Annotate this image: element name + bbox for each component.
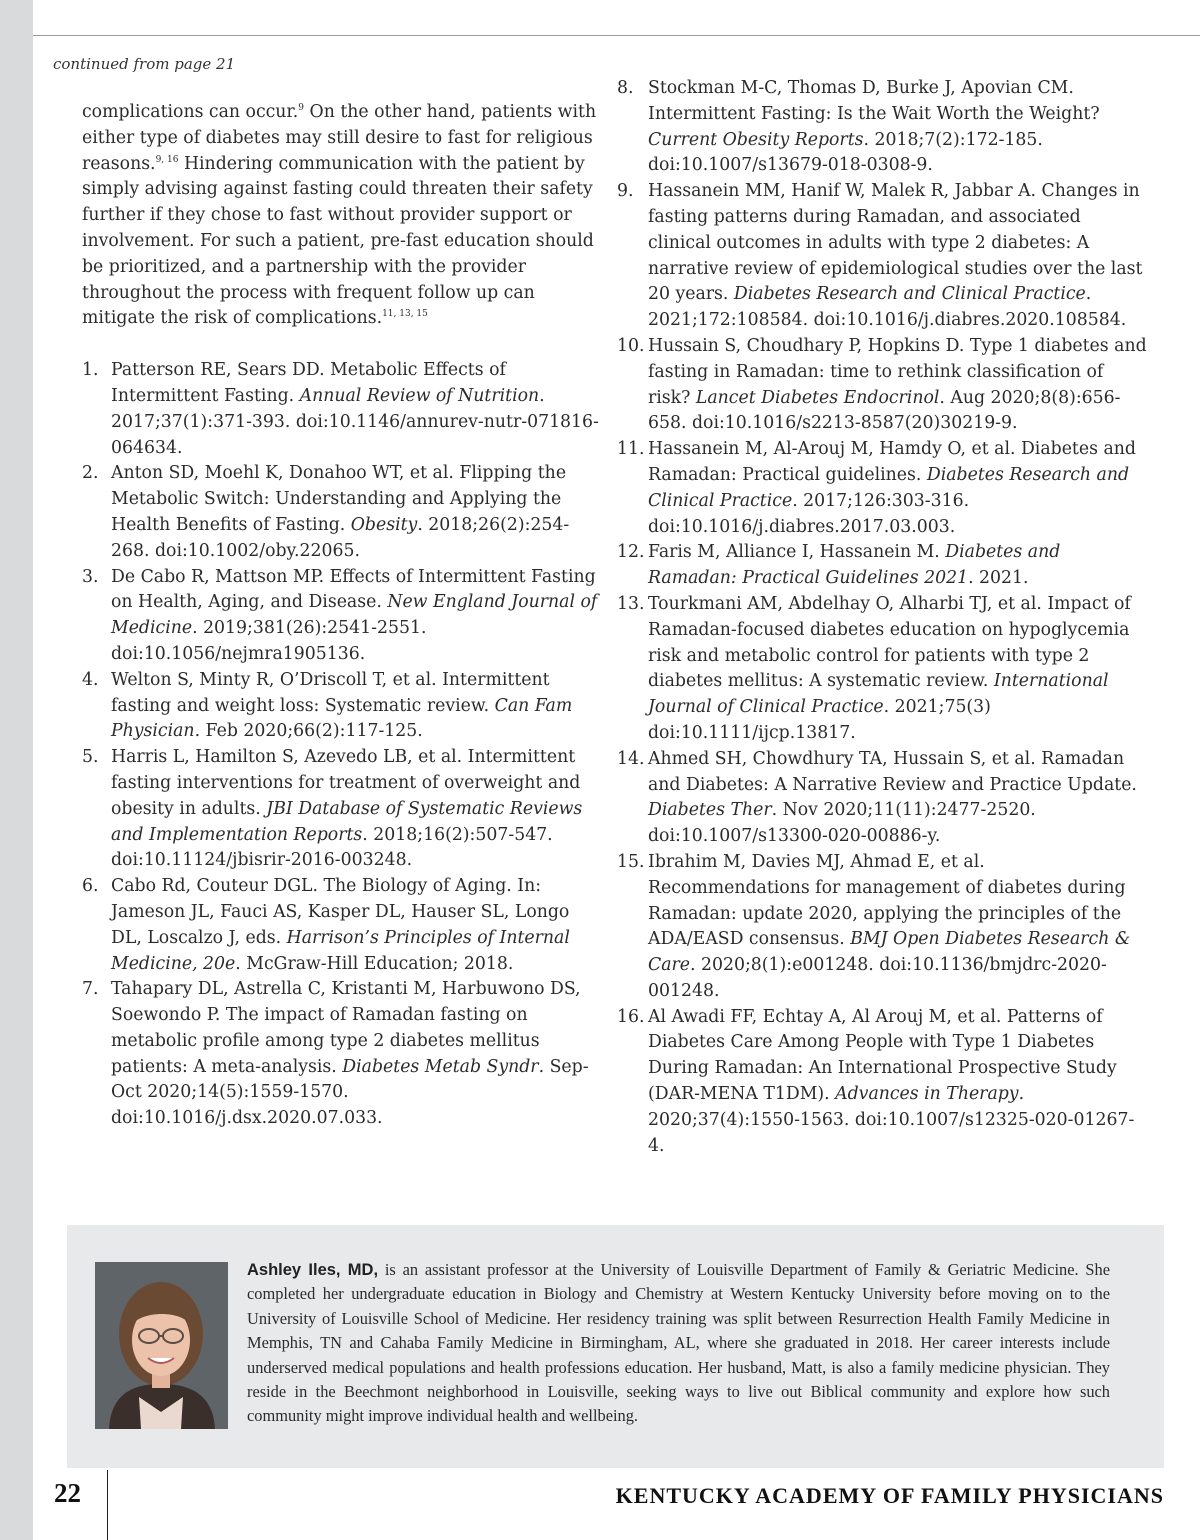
reference-item: 5. Harris L, Hamilton S, Azevedo LB, et al. Intermittent fasting interventions for treatment of overweight and obesity in adults. JBI Database of Systematic Reviews and Implementation Reports. 2018;16(2):507-547. doi:10.11124/jbisrir-2016-003248.	[82, 747, 583, 871]
reference-item: 3. De Cabo R, Mattson MP. Effects of Intermittent Fasting on Health, Aging, and Disease. New England Journal of Medicine. 2019;381(26):2541-2551. doi:10.1056/nejmra1905136.	[82, 566, 598, 664]
page-number: 22	[54, 1478, 81, 1508]
author-bio-text: Ashley Iles, MD, is an assistant professor at the University of Louisville Department of Family & Geriatric Medicine. She completed her undergraduate education in Biology and Chemistry at Western Kentucky University before moving on to the University of Louisville School of Medicine. Her residency training was split between Resurrection Health Family Medicine in Memphis, TN and Cahaba Family Medicine in Birmingham, AL, where she graduated in 2018. Her career interests include underserved medical populations and health professions education. Her husband, Matt, is also a family medicine physician. They reside in the Beechmont neighborhood in Louisville, seeking ways to live out Biblical community and explore how such community might improve individual health and wellbeing.	[247, 1260, 1110, 1426]
reference-list-right	[617, 76, 1147, 1159]
reference-item: 8. Stockman M-C, Thomas D, Burke J, Apovian CM. Intermittent Fasting: Is the Wait Worth the Weight? Current Obesity Reports. 2018;7(2):172-185. doi:10.1007/s13679-018-0308-9.	[617, 78, 1100, 176]
reference-item: 7. Tahapary DL, Astrella C, Kristanti M, Harbuwono DS, Soewondo P. The impact of Ramadan fasting on metabolic profile among type 2 diabetes mellitus patients: A meta-analysis. Diabetes Metab Syndr. Sep-Oct 2020;14(5):1559-1570. doi:10.1016/j.dsx.2020.07.033.	[82, 979, 589, 1129]
reference-item: 10. Hussain S, Choudhary P, Hopkins D. Type 1 diabetes and fasting in Ramadan: time to rethink classification of risk? Lancet Diabetes Endocrinol. Aug 2020;8(8):656-658. doi:10.1016/s2213-8587(20)30219-9.	[617, 335, 1147, 434]
author-bio-box	[67, 1225, 1164, 1468]
reference-item: 16. Al Awadi FF, Echtay A, Al Arouj M, et al. Patterns of Diabetes Care Among People with Type 1 Diabetes During Ramadan: An International Prospective Study (DAR-MENA T1DM). Advances in Therapy. 2020;37(4):1550-1563. doi:10.1007/s12325-020-01267-4.	[617, 1006, 1135, 1156]
reference-item: 2. Anton SD, Moehl K, Donahoo WT, et al. Flipping the Metabolic Switch: Understanding and Applying the Health Benefits of Fasting. Obesity. 2018;26(2):254-268. doi:10.1002/oby.22065.	[82, 463, 570, 561]
reference-item: 14. Ahmed SH, Chowdhury TA, Hussain S, et al. Ramadan and Diabetes: A Narrative Review and Practice Update. Diabetes Ther. Nov 2020;11(11):2477-2520. doi:10.1007/s13300-020-00886-y.	[617, 748, 1137, 847]
reference-item: 9. Hassanein MM, Hanif W, Malek R, Jabbar A. Changes in fasting patterns during Ramadan, and associated clinical outcomes in adults with type 2 diabetes: A narrative review of epidemiological studies over the last 20 years. Diabetes Research and Clinical Practice. 2021;172:108584. doi:10.1016/j.diabres.2020.108584.	[617, 181, 1143, 331]
reference-item: 4. Welton S, Minty R, O’Driscoll T, et al. Intermittent fasting and weight loss: Systematic review. Can Fam Physician. Feb 2020;66(2):117-125.	[82, 669, 573, 742]
left-column	[82, 100, 602, 1132]
reference-item: 15. Ibrahim M, Davies MJ, Ahmad E, et al. Recommendations for management of diabetes during Ramadan: update 2020, applying the principles of the ADA/EASD consensus. BMJ Open Diabetes Research & Care. 2020;8(1):e001248. doi:10.1136/bmjdrc-2020-001248.	[617, 851, 1131, 1001]
right-column	[617, 76, 1147, 1159]
body-paragraph: complications can occur.$^9$ On the other hand, patients with either type of diabetes may still desire to fast for religious reasons.$^{9, 16}$ Hindering communication with the patient by simply advising against fasting could threaten their safety further if they chose to fast without provider support or involvement. For such a patient, pre-fast education should be prioritized, and a partnership with the provider throughout the process with frequent follow up can mitigate the risk of complications.$^{11, 13, 15}$	[82, 102, 597, 329]
top-rule	[33, 35, 1200, 36]
publication-name: KENTUCKY ACADEMY OF FAMILY PHYSICIANS	[615, 1483, 1164, 1508]
left-margin-bar	[0, 0, 33, 1540]
footer-divider	[107, 1470, 108, 1540]
reference-item: 1. Patterson RE, Sears DD. Metabolic Effects of Intermittent Fasting. Annual Review of Nutrition. 2017;37(1):371-393. doi:10.1146/annurev-nutr-071816-064634.	[82, 360, 599, 458]
author-photo	[95, 1262, 228, 1429]
reference-item: 12. Faris M, Alliance I, Hassanein M. Diabetes and Ramadan: Practical Guidelines 2021. 2021.	[617, 542, 1061, 589]
continued-note: continued from page 21	[53, 55, 236, 73]
reference-item: 6. Cabo Rd, Couteur DGL. The Biology of Aging. In: Jameson JL, Fauci AS, Kasper DL, Hauser SL, Longo DL, Loscalzo J, eds. Harrison’s Principles of Internal Medicine, 20e. McGraw-Hill Education; 2018.	[82, 876, 570, 974]
reference-item: 13. Tourkmani AM, Abdelhay O, Alharbi TJ, et al. Impact of Ramadan-focused diabetes education on hypoglycemia risk and metabolic control for patients with type 2 diabetes mellitus: A systematic review. International Journal of Clinical Practice. 2021;75(3) doi:10.1111/ijcp.13817.	[617, 593, 1131, 743]
reference-item: 11. Hassanein M, Al-Arouj M, Hamdy O, et al. Diabetes and Ramadan: Practical guidelines. Diabetes Research and Clinical Practice. 2017;126:303-316. doi:10.1016/j.diabres.2017.03.003.	[617, 439, 1136, 537]
reference-list-left	[82, 358, 602, 1132]
author-name: Ashley Iles, MD,	[247, 1261, 379, 1279]
